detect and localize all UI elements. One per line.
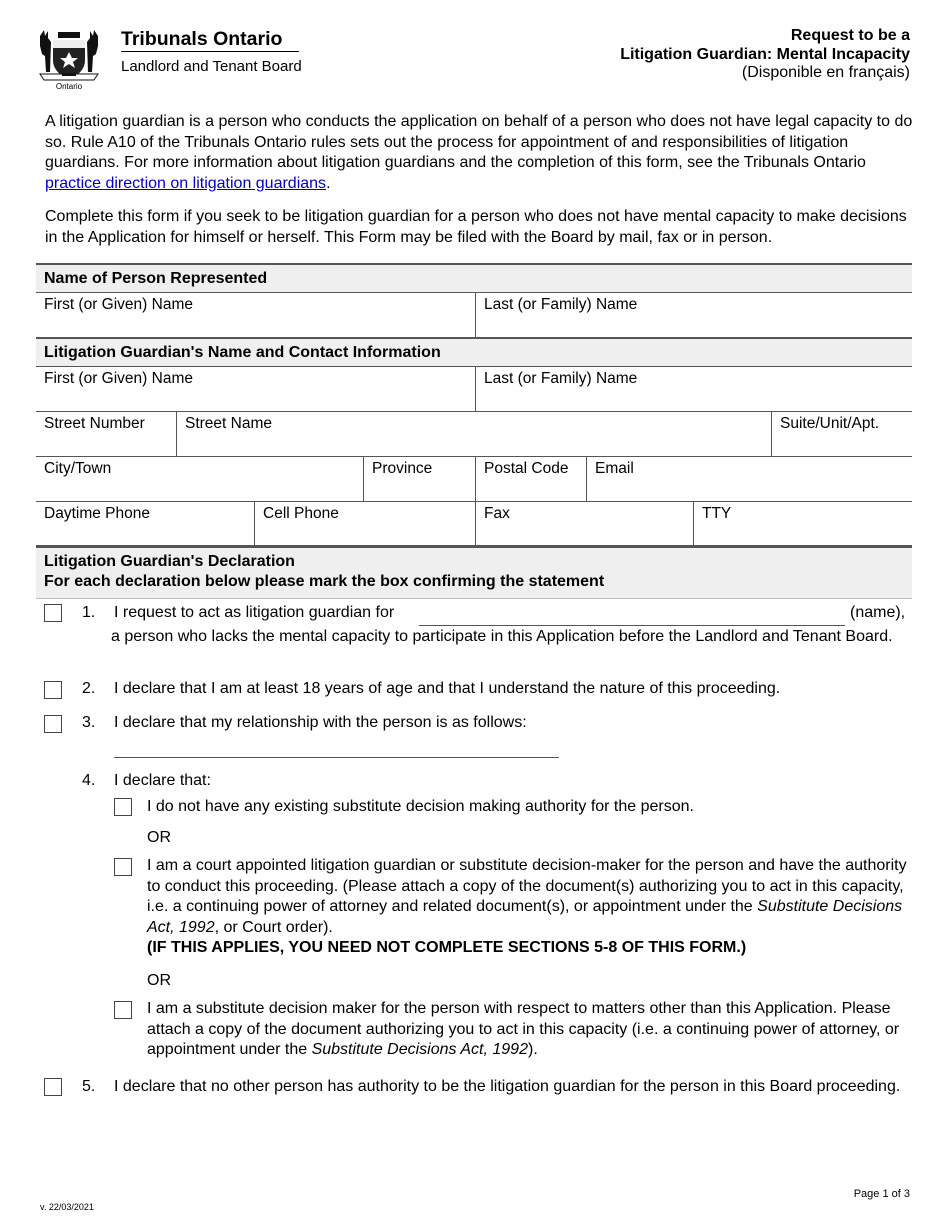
declaration-4-text: I declare that: <box>114 772 211 789</box>
form-version: v. 22/03/2021 <box>40 1202 94 1212</box>
suite-field[interactable] <box>771 412 912 456</box>
declaration-1-text: I request to act as litigation guardian for <box>114 604 395 621</box>
declaration-3-number: 3. <box>82 714 96 731</box>
relationship-line[interactable] <box>114 757 559 758</box>
declaration-4c-text-b: ). <box>527 1041 538 1058</box>
guardian-contact-heading: Litigation Guardian's Name and Contact Information <box>36 337 912 366</box>
postal-code-label: Postal Code <box>484 460 569 477</box>
tty-field[interactable] <box>693 502 912 545</box>
guardian-phone-row <box>36 501 912 546</box>
city-field[interactable] <box>36 457 363 501</box>
form-title <box>620 27 910 83</box>
declaration-4c-text <box>147 999 913 1061</box>
street-number-field[interactable] <box>36 412 176 456</box>
organization-divider <box>121 51 299 52</box>
intro-paragraph-2: Complete this form if you seek to be litigation guardian for a person who does not have mental capacity to make decisions in the Application for himself or herself. This Form may be filed with the Board by mail, fax or in person. <box>45 208 907 246</box>
declaration-4c-text-a: I am a substitute decision maker for the person with respect to matters other than this Application. Please attach a copy of the document authorizing you to act in this capacity (i.e. a continuing power of attorney, or appointment under the <box>147 1000 900 1058</box>
declaration-4c-checkbox[interactable] <box>114 1001 132 1019</box>
practice-direction-link[interactable]: practice direction on litigation guardians <box>45 174 327 192</box>
declaration-4b-checkbox[interactable] <box>114 858 132 876</box>
declaration-1-checkbox[interactable] <box>44 604 62 622</box>
intro-paragraph-1 <box>45 112 915 194</box>
guardian-city-row <box>36 456 912 501</box>
street-name-field[interactable] <box>176 412 771 456</box>
cell-phone-field[interactable] <box>254 502 475 545</box>
guardian-first-name-label: First (or Given) Name <box>44 370 193 387</box>
declaration-4b-text-b: , or Court order). <box>214 918 333 936</box>
intro-text: A litigation guardian is a person who conducts the application on behalf of a person who does not have legal capacity to do so. Rule A10 of the Tribunals Ontario rules sets out the process for appointment of and responsibilities of litigation guardians. For more information about litigation guardians and the completion of this form, see the Tribunals Ontario <box>45 113 913 171</box>
declaration-4b-text <box>147 856 913 959</box>
represented-person-heading: Name of Person Represented <box>36 263 912 292</box>
form-title-line-2: Litigation Guardian: Mental Incapacity <box>620 45 910 63</box>
declaration-1-name-line[interactable] <box>419 625 845 626</box>
declaration-heading-title: Litigation Guardian's Declaration <box>44 553 295 570</box>
represented-first-name-label: First (or Given) Name <box>44 296 193 313</box>
declaration-2-checkbox[interactable] <box>44 681 62 699</box>
fax-field[interactable] <box>475 502 693 545</box>
or-separator-2: OR <box>147 972 171 989</box>
organization-name: Tribunals Ontario <box>121 28 283 50</box>
daytime-phone-label: Daytime Phone <box>44 505 150 522</box>
declaration-heading <box>36 546 912 599</box>
postal-code-field[interactable] <box>475 457 586 501</box>
email-field[interactable] <box>586 457 912 501</box>
organization-subtitle: Landlord and Tenant Board <box>121 58 302 75</box>
province-field[interactable] <box>363 457 475 501</box>
contact-form-table <box>36 263 912 599</box>
street-name-label: Street Name <box>185 415 273 432</box>
represented-last-name-label: Last (or Family) Name <box>484 296 638 313</box>
guardian-name-row <box>36 366 912 411</box>
french-availability-note: (Disponible en français) <box>741 64 910 81</box>
represented-last-name-field[interactable] <box>475 293 912 337</box>
ontario-coat-of-arms-logo <box>36 26 102 92</box>
declaration-2-text: I declare that I am at least 18 years of age and that I understand the nature of this proceeding. <box>114 680 781 697</box>
page-number: Page 1 of 3 <box>853 1188 910 1200</box>
declaration-5-number: 5. <box>82 1078 96 1095</box>
tty-label: TTY <box>702 505 732 522</box>
declaration-1-continuation: a person who lacks the mental capacity to participate in this Application before the Landlord and Tenant Board. <box>111 628 893 645</box>
daytime-phone-field[interactable] <box>36 502 254 545</box>
form-title-line-1: Request to be a <box>790 27 910 44</box>
guardian-address-row <box>36 411 912 456</box>
suite-label: Suite/Unit/Apt. <box>780 415 880 432</box>
guardian-last-name-field[interactable] <box>475 367 912 411</box>
or-separator-1: OR <box>147 829 171 846</box>
declaration-4a-checkbox[interactable] <box>114 798 132 816</box>
declaration-4b-text-a: I am a court appointed litigation guardian or substitute decision-maker for the person and have the authority to conduct this proceeding. (Please attach a copy of the document(s) authorizing you to act in this capacity, i.e. a continuing power of attorney and related document(s), or appointment under the <box>147 857 907 915</box>
intro-period: . <box>326 174 331 192</box>
represented-name-row <box>36 292 912 337</box>
city-label: City/Town <box>44 460 112 477</box>
cell-phone-label: Cell Phone <box>263 505 339 522</box>
declaration-3-text: I declare that my relationship with the person is as follows: <box>114 714 527 731</box>
declaration-4c-act-name: Substitute Decisions Act, 1992 <box>311 1041 528 1058</box>
declaration-5-checkbox[interactable] <box>44 1078 62 1096</box>
declaration-heading-instruction: For each declaration below please mark the box confirming the statement <box>44 573 605 590</box>
represented-first-name-field[interactable] <box>36 293 475 337</box>
declaration-5-text: I declare that no other person has authority to be the litigation guardian for the person in this Board proceeding. <box>114 1078 901 1095</box>
street-number-label: Street Number <box>44 415 145 432</box>
declaration-4-number: 4. <box>82 772 96 789</box>
declaration-4a-text: I do not have any existing substitute decision making authority for the person. <box>147 798 694 815</box>
declaration-4b-act-name: Substitute Decisions Act, 1992 <box>147 898 903 936</box>
logo-caption: Ontario <box>55 82 83 91</box>
email-label: Email <box>595 460 634 477</box>
declaration-1-name-suffix: (name), <box>850 604 906 621</box>
declaration-4b-notice: (IF THIS APPLIES, YOU NEED NOT COMPLETE SECTIONS 5-8 OF THIS FORM.) <box>147 939 747 956</box>
guardian-last-name-label: Last (or Family) Name <box>484 370 638 387</box>
fax-label: Fax <box>484 505 510 522</box>
guardian-first-name-field[interactable] <box>36 367 475 411</box>
province-label: Province <box>372 460 433 477</box>
declaration-3-checkbox[interactable] <box>44 715 62 733</box>
declaration-2-number: 2. <box>82 680 96 697</box>
declaration-1-number: 1. <box>82 604 96 621</box>
